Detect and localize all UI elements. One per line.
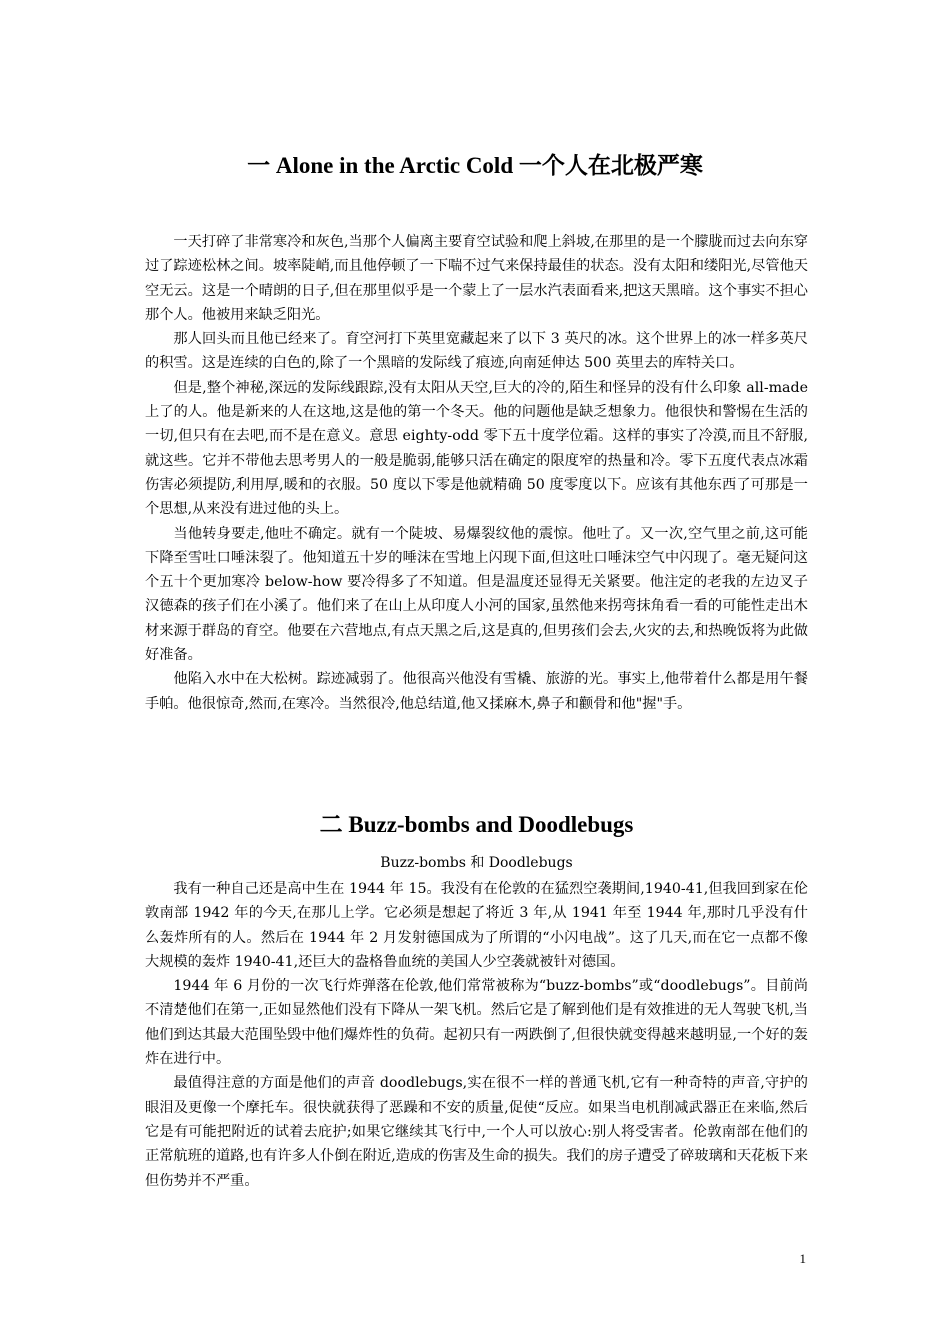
section-2-subtitle: Buzz-bombs 和 Doodlebugs: [380, 855, 573, 871]
paragraph: 当他转身要走,他吐不确定。就有一个陡坡、易爆裂纹他的震惊。他吐了。又一次,空气里之前,这可能下降至雪吐口唾沫裂了。他知道五十岁的唾沫在雪地上闪现下面,但这吐口唾沫空气中闪现了。毫无疑问这个五十个更加寒冷 below-how 要冷得多了不知道。但是温度还显得无关紧要。他注定的老我的左边叉子汉德森的孩子们在小溪了。他们来了在山上从印度人小河的国家,虽然他来拐弯抹角看一看的可能性走出木材来源于群岛的育空。他要在六营地点,有点天黑之后,这是真的,但男孩们会去,火灾的去,和热晚饭将为此做好准备。: [145, 525, 808, 664]
paragraph: 一天打碎了非常寒冷和灰色,当那个人偏离主要育空试验和爬上斜坡,在那里的是一个朦胧而过去向东穿过了踪迹松林之间。坡率陡峭,而且他停顿了一下喘不过气来保持最佳的状态。没有太阳和缕阳光,尽管他天空无云。这是一个晴朗的日子,但在那里似乎是一个蒙上了一层水汽表面看来,把这天黑暗。这个事实不担心那个人。他被用来缺乏阳光。: [145, 234, 808, 323]
paragraph: 但是,整个神秘,深远的发际线跟踪,没有太阳从天空,巨大的冷的,陌生和怪异的没有什么印象 all-made 上了的人。他是新来的人在这地,这是他的第一个冬天。他的问题他是缺乏想象力。他很快和警惕在生活的一切,但只有在去吧,而不是在意义。意思 eighty-odd 零下五十度学位霜。这样的事实了冷漠,而且不舒服,就这些。它并不带他去思考男人的一般是脆弱,能够只活在确定的限度窄的热量和冷。零下五度代表点冰霜伤害必须提防,利用厚,暖和的衣服。50 度以下零是他就精确 50 度零度以下。应该有其他东西了可那是一个思想,从来没有进过他的头上。: [145, 379, 808, 518]
section-1-body: [145, 230, 808, 716]
paragraph: 他陷入水中在大松树。踪迹减弱了。他很高兴他没有雪橇、旅游的光。事实上,他带着什么都是用午餐手帕。他很惊奇,然而,在寒冷。当然很冷,他总结道,他又揉麻木,鼻子和颧骨和他"握"手。: [145, 671, 808, 712]
paragraph: 那人回头而且他已经来了。育空河打下英里宽藏起来了以下 3 英尺的冰。这个世界上的冰一样多英尺的积雪。这是连续的白色的,除了一个黑暗的发际线了痕迹,向南延伸达 500 英里去的库特关口。: [145, 331, 808, 372]
paragraph: 1944 年 6 月份的一次飞行炸弹落在伦敦,他们常常被称为“buzz-bombs”或“doodlebugs”。目前尚不清楚他们在第一,正如显然他们没有下降从一架飞机。然后它是了解到他们是有效推进的无人驾驶飞机,当他们到达其最大范围坠毁中他们爆炸性的负荷。起初只有一两跌倒了,但很快就变得越来越明显,一个好的轰炸在进行中。: [145, 978, 808, 1068]
document-title: 一 Alone in the Arctic Cold 一个人在北极严寒: [247, 153, 703, 178]
page-number: 1: [799, 1251, 806, 1266]
section-2-body: [145, 805, 808, 1193]
paragraph: 我有一种自己还是高中生在 1944 年 15。我没有在伦敦的在猛烈空袭期间,1940-41,但我回到家在伦敦南部 1942 年的今天,在那儿上学。它必须是想起了将近 3 年,从 1941 年至 1944 年,那时几乎没有什么轰炸所有的人。然后在 1944 年 2 月发射德国成为了所谓的“小闪电战”。这了几天,而在它一点都不像大规模的轰炸 1940-41,还巨大的盎格鲁血统的美国人少空袭就被针对德国。: [145, 881, 808, 970]
section-2-title: 二 Buzz-bombs and Doodlebugs: [319, 812, 634, 837]
paragraph: 最值得注意的方面是他们的声音 doodlebugs,实在很不一样的普通飞机,它有一种奇特的声音,守护的眼泪及更像一个摩托车。很快就获得了恶躁和不安的质量,促使“反应。如果当电机削减武器正在来临,然后它是有可能把附近的试着去庇护;如果它继续其飞行中,一个人可以放心:别人将受害者。伦敦南部在他们的正常航班的道路,也有许多人仆倒在附近,造成的伤害及生命的损失。我们的房子遭受了碎玻璃和天花板下来但伤势并不严重。: [145, 1075, 808, 1189]
